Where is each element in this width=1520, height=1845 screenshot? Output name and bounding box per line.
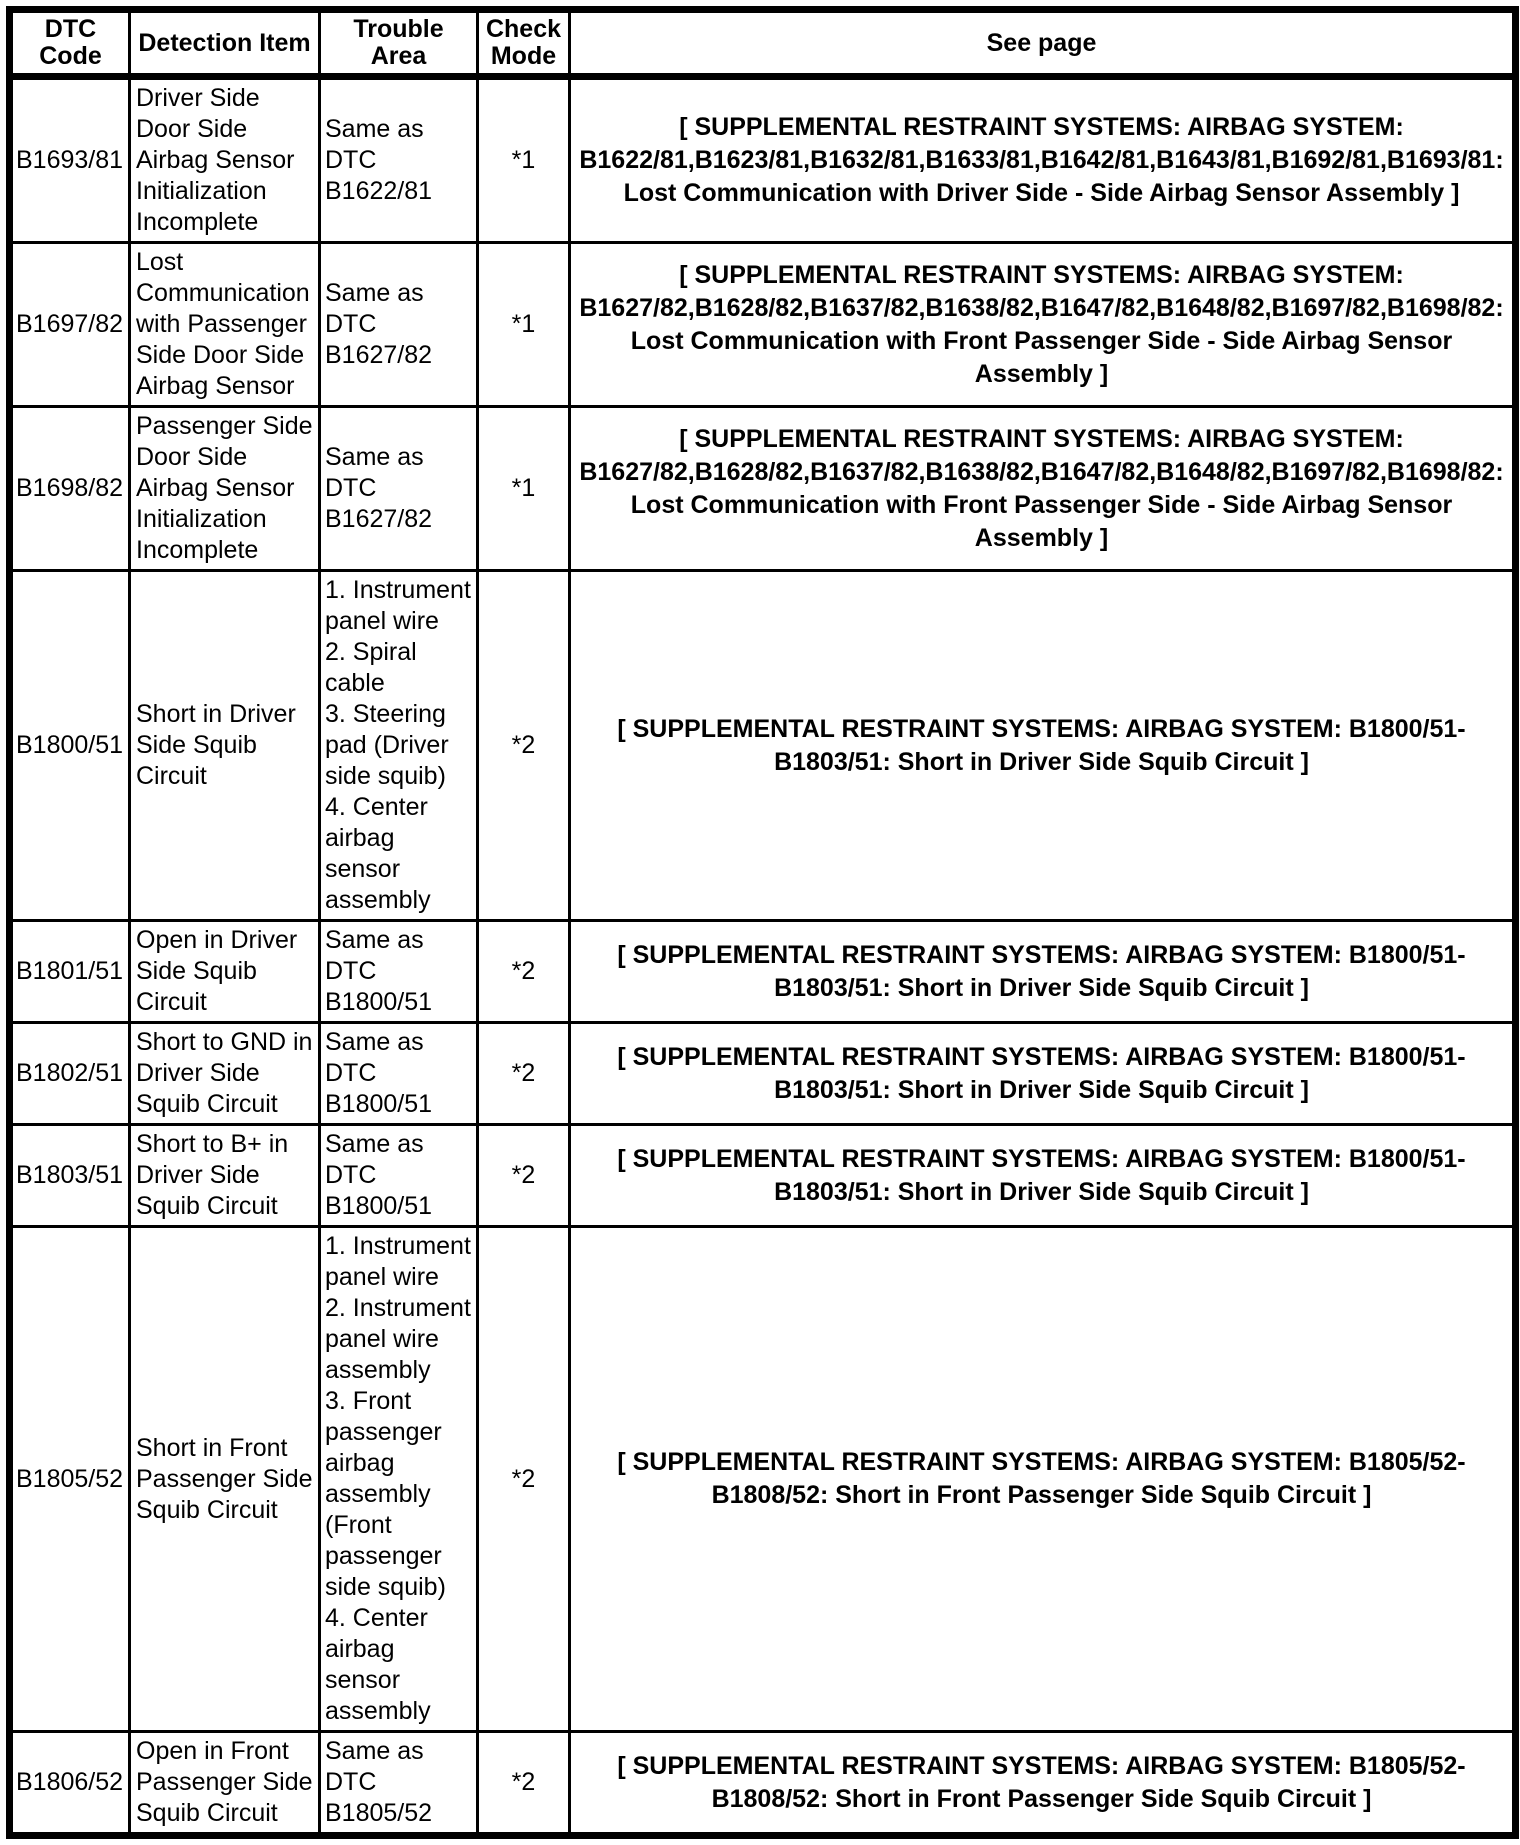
table-row [10,77,1516,243]
check-mode-cell: *2 [478,571,570,921]
check-mode-cell: *2 [478,1732,570,1836]
trouble-area-entry: Same as DTC B1800/51 [325,926,433,1016]
col-header-see-page: See page [570,10,1516,77]
see-page-cell: [ SUPPLEMENTAL RESTRAINT SYSTEMS: AIRBAG SYSTEM: B1622/81,B1623/81,B1632/81,B1633/81,B1642/81,B1643/81,B1692/81,B1693/81: Lost Communication with Driver Side - Side Airbag Sensor Assembly ] [570,77,1516,243]
dtc-code-cell: B1698/82 [10,407,130,571]
trouble-area-cell [320,243,478,407]
trouble-area-entry: 2. Spiral cable [325,638,417,697]
dtc-code-cell: B1693/81 [10,77,130,243]
trouble-area-cell [320,571,478,921]
detection-item-cell: Short to B+ in Driver Side Squib Circuit [130,1125,320,1227]
dtc-code-table [6,6,1519,1839]
check-mode-cell: *2 [478,1023,570,1125]
table-row [10,571,1516,921]
trouble-area-entry: Same as DTC B1627/82 [325,279,433,369]
detection-item-cell: Open in Front Passenger Side Squib Circuit [130,1732,320,1836]
detection-item-cell: Short to GND in Driver Side Squib Circuit [130,1023,320,1125]
see-page-cell: [ SUPPLEMENTAL RESTRAINT SYSTEMS: AIRBAG SYSTEM: B1805/52-B1808/52: Short in Front Passenger Side Squib Circuit ] [570,1732,1516,1836]
table-row [10,1732,1516,1836]
trouble-area-entry: Same as DTC B1627/82 [325,443,433,533]
col-header-check-mode: Check Mode [478,10,570,77]
trouble-area-entry: 2. Instrument panel wire assembly [325,1294,471,1384]
check-mode-cell: *2 [478,921,570,1023]
see-page-cell: [ SUPPLEMENTAL RESTRAINT SYSTEMS: AIRBAG SYSTEM: B1800/51-B1803/51: Short in Driver Side Squib Circuit ] [570,1023,1516,1125]
detection-item-cell: Passenger Side Door Side Airbag Sensor Initialization Incomplete [130,407,320,571]
table-row [10,1023,1516,1125]
trouble-area-entry: 3. Front passenger airbag assembly (Front passenger side squib) [325,1387,446,1601]
see-page-cell: [ SUPPLEMENTAL RESTRAINT SYSTEMS: AIRBAG SYSTEM: B1800/51-B1803/51: Short in Driver Side Squib Circuit ] [570,1125,1516,1227]
check-mode-cell: *2 [478,1227,570,1732]
dtc-code-cell: B1800/51 [10,571,130,921]
dtc-code-cell: B1802/51 [10,1023,130,1125]
table-row [10,921,1516,1023]
col-header-detection-item: Detection Item [130,10,320,77]
dtc-code-cell: B1697/82 [10,243,130,407]
trouble-area-entry: 4. Center airbag sensor assembly [325,793,431,914]
trouble-area-cell [320,77,478,243]
trouble-area-cell [320,921,478,1023]
dtc-code-cell: B1803/51 [10,1125,130,1227]
table-header-row [10,10,1516,77]
check-mode-cell: *2 [478,1125,570,1227]
check-mode-cell: *1 [478,243,570,407]
trouble-area-entry: Same as DTC B1622/81 [325,115,433,205]
table-row [10,1227,1516,1732]
dtc-code-cell: B1801/51 [10,921,130,1023]
see-page-cell: [ SUPPLEMENTAL RESTRAINT SYSTEMS: AIRBAG SYSTEM: B1800/51-B1803/51: Short in Driver Side Squib Circuit ] [570,571,1516,921]
see-page-cell: [ SUPPLEMENTAL RESTRAINT SYSTEMS: AIRBAG SYSTEM: B1800/51-B1803/51: Short in Driver Side Squib Circuit ] [570,921,1516,1023]
dtc-code-cell: B1805/52 [10,1227,130,1732]
detection-item-cell: Open in Driver Side Squib Circuit [130,921,320,1023]
detection-item-cell: Lost Communication with Passenger Side Door Side Airbag Sensor [130,243,320,407]
trouble-area-cell [320,1227,478,1732]
check-mode-cell: *1 [478,407,570,571]
trouble-area-entry: 4. Center airbag sensor assembly [325,1604,431,1725]
trouble-area-entry: Same as DTC B1800/51 [325,1028,433,1118]
col-header-trouble-area: Trouble Area [320,10,478,77]
trouble-area-entry: Same as DTC B1805/52 [325,1737,433,1827]
see-page-cell: [ SUPPLEMENTAL RESTRAINT SYSTEMS: AIRBAG SYSTEM: B1805/52-B1808/52: Short in Front Passenger Side Squib Circuit ] [570,1227,1516,1732]
detection-item-cell: Short in Driver Side Squib Circuit [130,571,320,921]
trouble-area-cell [320,1732,478,1836]
trouble-area-cell [320,1023,478,1125]
check-mode-cell: *1 [478,77,570,243]
trouble-area-cell [320,1125,478,1227]
trouble-area-entry: Same as DTC B1800/51 [325,1130,433,1220]
see-page-cell: [ SUPPLEMENTAL RESTRAINT SYSTEMS: AIRBAG SYSTEM: B1627/82,B1628/82,B1637/82,B1638/82,B1647/82,B1648/82,B1697/82,B1698/82: Lost Communication with Front Passenger Side - Side Airbag Sensor Assembly ] [570,407,1516,571]
table-row [10,243,1516,407]
trouble-area-entry: 1. Instrument panel wire [325,1232,471,1291]
dtc-code-cell: B1806/52 [10,1732,130,1836]
trouble-area-cell [320,407,478,571]
table-row [10,407,1516,571]
see-page-cell: [ SUPPLEMENTAL RESTRAINT SYSTEMS: AIRBAG SYSTEM: B1627/82,B1628/82,B1637/82,B1638/82,B1647/82,B1648/82,B1697/82,B1698/82: Lost Communication with Front Passenger Side - Side Airbag Sensor Assembly ] [570,243,1516,407]
trouble-area-entry: 1. Instrument panel wire [325,576,471,635]
col-header-dtc-code: DTC Code [10,10,130,77]
table-row [10,1125,1516,1227]
trouble-area-entry: 3. Steering pad (Driver side squib) [325,700,449,790]
detection-item-cell: Short in Front Passenger Side Squib Circuit [130,1227,320,1732]
detection-item-cell: Driver Side Door Side Airbag Sensor Initialization Incomplete [130,77,320,243]
